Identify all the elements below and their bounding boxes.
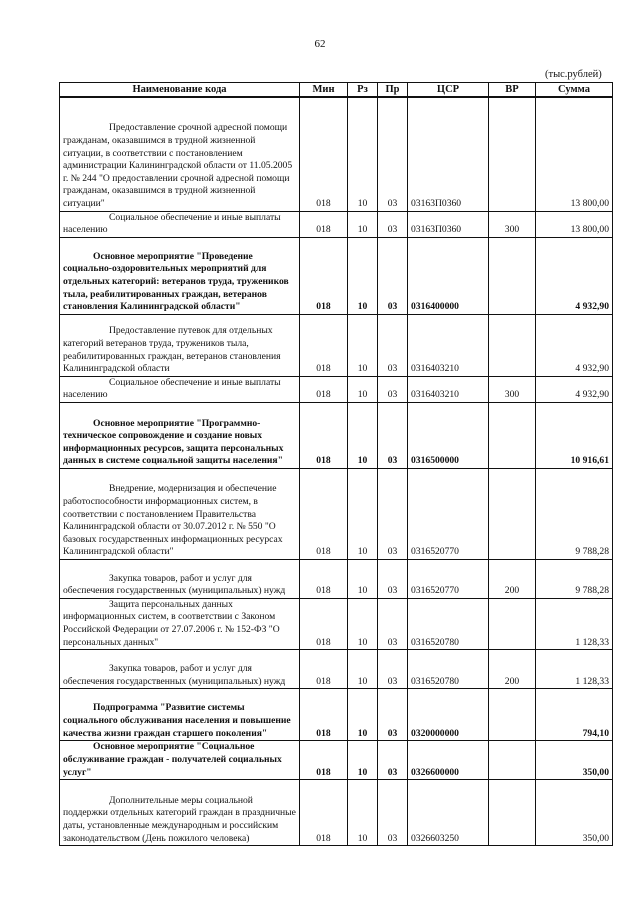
- row-min: 018: [300, 650, 348, 689]
- row-name: Внедрение, модернизация и обеспечение работоспособности информационных систем, в соответствии с постановлением Правительства Калининградской области от 30.07.2012 г. № 550 "О базовых государственных информационных ресурсах Калининградской области": [60, 468, 300, 559]
- row-sum: 10 916,61: [536, 402, 613, 468]
- table-header-row: [60, 83, 613, 98]
- row-rz: 10: [348, 97, 378, 211]
- row-vr: [489, 780, 536, 846]
- row-name: Предоставление путевок для отдельных категорий ветеранов труда, тружеников тыла, реабилитированных граждан, ветеранов становления Калининградской области: [60, 314, 300, 376]
- row-pr: 03: [378, 211, 408, 237]
- row-min: 018: [300, 741, 348, 780]
- row-name: Закупка товаров, работ и услуг для обеспечения государственных (муниципальных) нужд: [60, 650, 300, 689]
- row-vr: [489, 689, 536, 741]
- row-vr: [489, 97, 536, 211]
- row-sum: 4 932,90: [536, 376, 613, 402]
- row-sum: 1 128,33: [536, 650, 613, 689]
- row-rz: 10: [348, 237, 378, 314]
- row-vr: [489, 741, 536, 780]
- row-rz: 10: [348, 211, 378, 237]
- row-sum: 13 800,00: [536, 97, 613, 211]
- row-name: Социальное обеспечение и иные выплаты населению: [60, 211, 300, 237]
- header-vr: ВР: [489, 83, 536, 98]
- row-rz: 10: [348, 376, 378, 402]
- row-pr: 03: [378, 650, 408, 689]
- row-csr: 0316500000: [408, 402, 489, 468]
- row-csr: 0316403210: [408, 376, 489, 402]
- row-pr: 03: [378, 741, 408, 780]
- row-min: 018: [300, 211, 348, 237]
- row-pr: 03: [378, 237, 408, 314]
- row-csr: 0316520770: [408, 559, 489, 598]
- row-rz: 10: [348, 741, 378, 780]
- row-csr: 03163П0360: [408, 211, 489, 237]
- row-vr: 200: [489, 559, 536, 598]
- row-min: 018: [300, 559, 348, 598]
- table-row: [60, 689, 613, 741]
- row-rz: 10: [348, 650, 378, 689]
- row-name: Подпрограмма "Развитие системы социального обслуживания населения и повышение качества жизни граждан старшего поколения": [60, 689, 300, 741]
- row-min: 018: [300, 402, 348, 468]
- row-vr: [489, 598, 536, 649]
- row-csr: 0326603250: [408, 780, 489, 846]
- row-min: 018: [300, 314, 348, 376]
- row-csr: 0316520780: [408, 650, 489, 689]
- row-min: 018: [300, 97, 348, 211]
- header-name: Наименование кода: [60, 83, 300, 98]
- row-pr: 03: [378, 559, 408, 598]
- budget-table: [59, 82, 613, 846]
- row-csr: 0316520770: [408, 468, 489, 559]
- header-min: Мин: [300, 83, 348, 98]
- table-row: [60, 211, 613, 237]
- row-pr: 03: [378, 314, 408, 376]
- table-row: [60, 376, 613, 402]
- row-sum: 794,10: [536, 689, 613, 741]
- row-pr: 03: [378, 468, 408, 559]
- row-min: 018: [300, 689, 348, 741]
- row-name: Защита персональных данных информационных систем, в соответствии с Законом Российской Федерации от 27.07.2006 г. № 152-ФЗ "О персональных данных": [60, 598, 300, 649]
- row-min: 018: [300, 598, 348, 649]
- row-sum: 13 800,00: [536, 211, 613, 237]
- row-vr: 300: [489, 376, 536, 402]
- table-row: [60, 780, 613, 846]
- row-name: Основное мероприятие "Социальное обслуживание граждан - получателей социальных услуг": [60, 741, 300, 780]
- row-rz: 10: [348, 689, 378, 741]
- row-min: 018: [300, 780, 348, 846]
- row-name: Предоставление срочной адресной помощи гражданам, оказавшимся в трудной жизненной ситуации, в соответствии с постановлением администрации Калининградской области от 11.05.2005 г. № 244 "О предоставлении срочной адресной помощи гражданам, оказавшимся в трудной жизненной ситуации": [60, 97, 300, 211]
- row-min: 018: [300, 376, 348, 402]
- table-row: [60, 314, 613, 376]
- row-pr: 03: [378, 598, 408, 649]
- table-row: [60, 598, 613, 649]
- row-pr: 03: [378, 376, 408, 402]
- table-row: [60, 741, 613, 780]
- row-rz: 10: [348, 468, 378, 559]
- row-rz: 10: [348, 402, 378, 468]
- row-vr: [489, 237, 536, 314]
- row-sum: 9 788,28: [536, 559, 613, 598]
- row-pr: 03: [378, 402, 408, 468]
- row-rz: 10: [348, 559, 378, 598]
- unit-note: (тыс.рублей): [545, 69, 602, 80]
- page-number: 62: [314, 38, 326, 50]
- row-name: Социальное обеспечение и иные выплаты населению: [60, 376, 300, 402]
- header-sum: Сумма: [536, 83, 613, 98]
- row-sum: 4 932,90: [536, 314, 613, 376]
- row-pr: 03: [378, 780, 408, 846]
- row-vr: 200: [489, 650, 536, 689]
- row-csr: 0316403210: [408, 314, 489, 376]
- row-csr: 0316400000: [408, 237, 489, 314]
- header-rz: Рз: [348, 83, 378, 98]
- row-min: 018: [300, 468, 348, 559]
- header-pr: Пр: [378, 83, 408, 98]
- row-pr: 03: [378, 689, 408, 741]
- table-row: [60, 468, 613, 559]
- row-rz: 10: [348, 598, 378, 649]
- row-sum: 4 932,90: [536, 237, 613, 314]
- row-sum: 1 128,33: [536, 598, 613, 649]
- table-row: [60, 650, 613, 689]
- row-pr: 03: [378, 97, 408, 211]
- row-vr: [489, 314, 536, 376]
- row-sum: 350,00: [536, 741, 613, 780]
- row-rz: 10: [348, 314, 378, 376]
- row-name: Основное мероприятие "Проведение социально-оздоровительных мероприятий для отдельных категорий: ветеранов труда, тружеников тыла, реабилитированных граждан, ветеранов становления Калининградской области": [60, 237, 300, 314]
- row-rz: 10: [348, 780, 378, 846]
- row-vr: [489, 402, 536, 468]
- table-row: [60, 559, 613, 598]
- row-csr: 0326600000: [408, 741, 489, 780]
- row-vr: [489, 468, 536, 559]
- row-csr: 0316520780: [408, 598, 489, 649]
- row-name: Основное мероприятие "Программно-техническое сопровождение и создание новых информационных ресурсов, защита персональных данных в системе социальной защиты населения": [60, 402, 300, 468]
- row-min: 018: [300, 237, 348, 314]
- header-csr: ЦСР: [408, 83, 489, 98]
- table-row: [60, 237, 613, 314]
- row-name: Дополнительные меры социальной поддержки отдельных категорий граждан в праздничные даты, установленные международным и российским законодательством (День пожилого человека): [60, 780, 300, 846]
- row-csr: 0320000000: [408, 689, 489, 741]
- row-sum: 350,00: [536, 780, 613, 846]
- row-vr: 300: [489, 211, 536, 237]
- table-row: [60, 402, 613, 468]
- row-name: Закупка товаров, работ и услуг для обеспечения государственных (муниципальных) нужд: [60, 559, 300, 598]
- row-sum: 9 788,28: [536, 468, 613, 559]
- table-row: [60, 97, 613, 211]
- row-csr: 03163П0360: [408, 97, 489, 211]
